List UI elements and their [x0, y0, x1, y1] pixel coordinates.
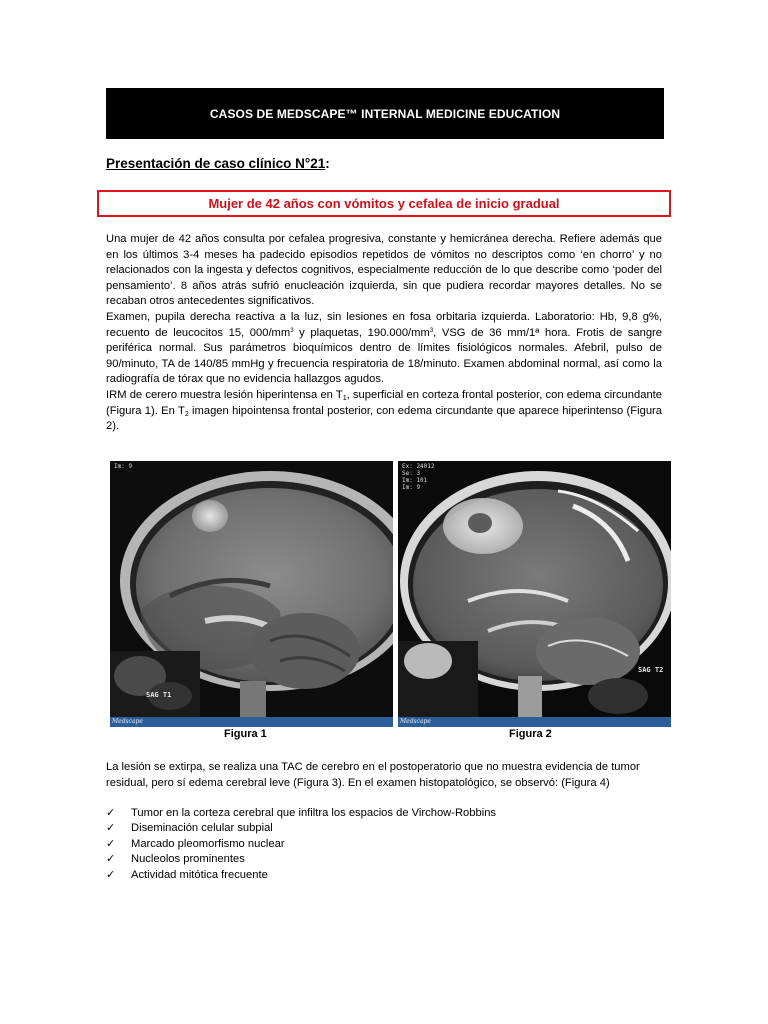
history-paragraph: Una mujer de 42 años consulta por cefalea progresiva, constante y hemicránea derecha. Refiere además que en los últimos 3-4 meses ha padecido episodios repetidos de vómitos no descriptos como ‘en chorro’ y no relacionados con la ingesta y defectos cognitivos, especialmente reducción de lo que describe como ‘poder del pensamiento’. 8 años atrás sufrió enucleación izquierda, sin que pudiera recordar mayores detalles. No se recaban otros antecedentes significativos.: [106, 233, 662, 308]
figure-1-mri-t1: [110, 461, 393, 727]
case-title-box: [97, 190, 671, 217]
case-title: Mujer de 42 años con vómitos y cefalea de inicio gradual: [208, 196, 560, 211]
figure-1-caption: Figura 1: [224, 728, 267, 740]
list-item: ✓ Nucleolos prominentes: [106, 852, 496, 867]
list-item: ✓ Diseminación celular subpial: [106, 821, 496, 836]
list-item: ✓ Actividad mitótica frecuente: [106, 868, 496, 883]
case-body: [106, 232, 662, 435]
banner-title: CASOS DE MEDSCAPE™ INTERNAL MEDICINE EDUCATION: [209, 106, 561, 121]
case-label-suffix: :: [325, 156, 330, 171]
figure-1-overlay: Im: 9: [114, 463, 133, 470]
check-icon: ✓: [106, 822, 116, 835]
histopathology-findings: [106, 806, 496, 883]
mri-t2-image: [398, 461, 671, 727]
check-icon: ✓: [106, 807, 116, 819]
postop-paragraph: [106, 760, 662, 791]
case-heading: [106, 156, 330, 171]
figure-1-credit: Medscape: [112, 718, 143, 725]
postop-text: La lesión se extirpa, se realiza una TAC de cerebro en el postoperatorio que no muestra evidencia de tumor residual, pero sí edema cerebral leve (Figura 3). En el examen histopatológico, se observó: (Figura 4): [106, 761, 640, 789]
mri-t1-image: [110, 461, 393, 727]
figure-2-credit-bar: [398, 717, 671, 727]
check-icon: ✓: [106, 853, 116, 866]
list-item: ✓ Tumor en la corteza cerebral que infiltra los espacios de Virchow-Robbins: [106, 806, 496, 821]
exam-paragraph: Examen, pupila derecha reactiva a la luz, sin lesiones en fosa orbitaria izquierda. Laboratorio: Hb, 9,8 g%, recuento de leucocitos 15, $000/mm^3$ y plaquetas, $190.000/mm^3$, VSG de 36 mm/1ª hora. Frotis de sangre periférica normal. Sus parámetros bioquímicos dentro de límites fisiológicos normales. Afebril, pulso de 90/minuto, TA de 140/85 mmHg y frecuencia respiratoria de 18/minuto. Examen abdominal normal, así como la radiografía de tórax que no evidencia hallazgos agudos.: [106, 310, 662, 386]
check-icon: ✓: [106, 837, 116, 850]
case-label: Presentación de caso clínico N°21: [106, 156, 326, 171]
figure-1-credit-bar: [110, 717, 393, 727]
mri-paragraph: IRM de cerero muestra lesión hiperintensa en $T_1$, superficial en corteza frontal posterior, con edema circundante (Figura 1). En $T_2$ imagen hipointensa frontal posterior, con edema circundante que aparece hiperintenso (Figura 2).: [106, 388, 662, 433]
figure-1-sequence: SAG T1: [146, 691, 172, 699]
figure-2-mri-t2: [398, 461, 671, 727]
figure-2-caption: Figura 2: [509, 728, 552, 740]
figure-2-sequence: SAG T2: [638, 666, 664, 674]
figure-2-credit: Medscape: [400, 718, 431, 725]
check-icon: ✓: [106, 868, 116, 881]
figure-2-overlay: Ex: 24012 Se: 3 Im: 101 Im: 9: [402, 463, 435, 491]
list-item: ✓ Marcado pleomorfismo nuclear: [106, 837, 496, 852]
document-banner: [106, 88, 664, 139]
